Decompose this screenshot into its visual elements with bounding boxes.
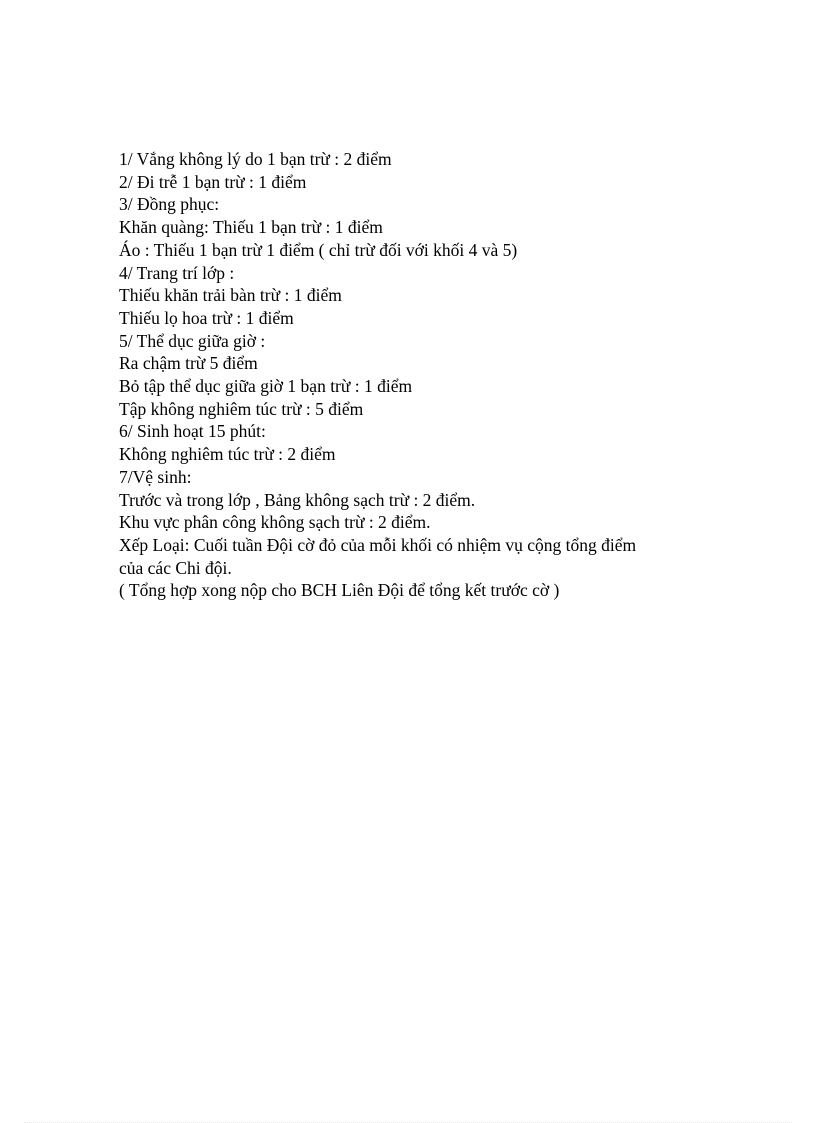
section-heading-hygiene: 7/Vệ sinh:	[119, 466, 192, 487]
ranking-paragraph-line-2: của các Chi đội.	[119, 557, 232, 578]
rule-line-2: 2/ Đi trễ 1 bạn trừ : 1 điểm	[119, 171, 307, 192]
section-heading-midday-exercise: 5/ Thể dục giữa giờ :	[119, 330, 266, 351]
rule-line-unserious-session: Không nghiêm túc trừ : 2 điểm	[119, 444, 336, 465]
rule-line-tablecloth: Thiếu khăn trải bàn trừ : 1 điểm	[119, 285, 342, 306]
rule-line-unserious-exercise: Tập không nghiêm túc trừ : 5 điểm	[119, 398, 364, 419]
closing-note: ( Tổng hợp xong nộp cho BCH Liên Đội để tổng kết trước cờ )	[119, 580, 560, 601]
rule-line-late-exercise: Ra chậm trừ 5 điểm	[119, 353, 258, 374]
rule-line-flower-vase: Thiếu lọ hoa trừ : 1 điểm	[119, 307, 294, 328]
section-heading-uniform: 3/ Đồng phục:	[119, 194, 220, 215]
rule-line-1: 1/ Vắng không lý do 1 bạn trừ : 2 điểm	[119, 149, 392, 169]
rule-line-shirt: Áo : Thiếu 1 bạn trừ 1 điểm ( chỉ trừ đối với khối 4 và 5)	[119, 239, 518, 260]
section-heading-15-minute-session: 6/ Sinh hoạt 15 phút:	[119, 421, 266, 442]
rule-line-skip-exercise: Bỏ tập thể dục giữa giờ 1 bạn trừ : 1 điểm	[119, 376, 413, 397]
section-heading-classroom-decoration: 4/ Trang trí lớp :	[119, 262, 235, 283]
document-body	[119, 148, 739, 602]
ranking-paragraph-line-1: Xếp Loại: Cuối tuần Đội cờ đỏ của mỗi khối có nhiệm vụ cộng tổng điểm	[119, 534, 637, 555]
rule-line-scarf: Khăn quàng: Thiếu 1 bạn trừ : 1 điểm	[119, 217, 383, 238]
rule-line-assigned-area: Khu vực phân công không sạch trừ : 2 điểm.	[119, 512, 431, 533]
rule-line-classroom-board: Trước và trong lớp , Bảng không sạch trừ : 2 điểm.	[119, 489, 476, 510]
